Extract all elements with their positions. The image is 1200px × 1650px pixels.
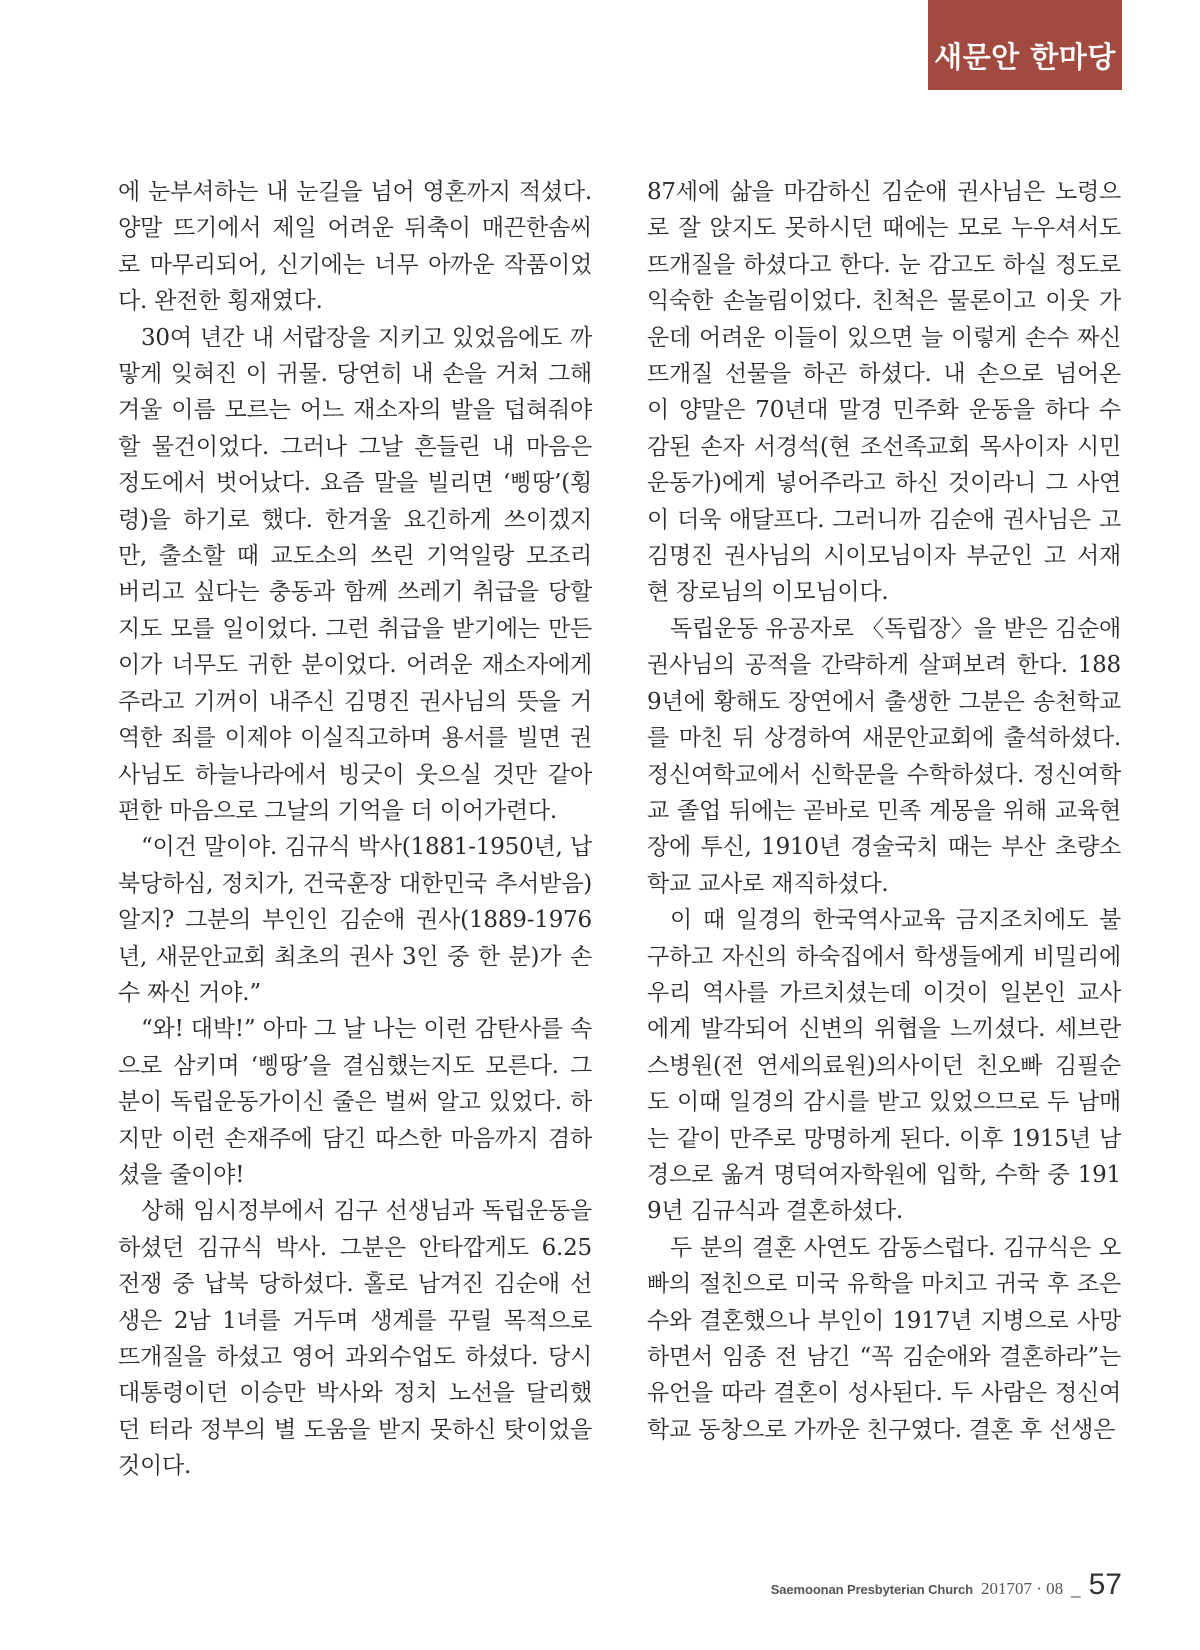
paragraph: 독립운동 유공자로 〈독립장〉을 받은 김순애 권사님의 공적을 간략하게 살펴보려 한다. 1889년에 황해도 장연에서 출생한 그분은 송천학교를 마친 뒤 상경하여 새문안교회에 출석하셨다. 정신여학교에서 신학문을 수학하셨다. 정신여학교 졸업 뒤에는 곧바로 민족 계몽을 위해 교육현장에 투신, 1910년 경술국치 때는 부산 초량소학교 교사로 재직하셨다.: [647, 615, 1121, 897]
paragraph: 에 눈부셔하는 내 눈길을 넘어 영혼까지 적셨다. 양말 뜨기에서 제일 어려운 뒤축이 매끈한솜씨로 마무리되어, 신기에는 너무 아까운 작품이었다. 완전한 횡재였다.: [118, 179, 592, 315]
page-number: 57: [1088, 1568, 1122, 1601]
paragraph: 87세에 삶을 마감하신 김순애 권사님은 노령으로 잘 앉지도 못하시던 때에는 모로 누우셔서도 뜨개질을 하셨다고 한다. 눈 감고도 하실 정도로 익숙한 손놀림이었다. 친척은 물론이고 이웃 가운데 어려운 이들이 있으면 늘 이렇게 손수 짜신 뜨개질 선물을 하곤 하셨다. 내 손으로 넘어온 이 양말은 70년대 말경 민주화 운동을 하다 수감된 손자 서경석(현 조선족교회 목사이자 시민운동가)에게 넣어주라고 하신 것이라니 그 사연이 더욱 애달프다. 그러니까 김순애 권사님은 고 김명진 권사님의 시이모님이자 부군인 고 서재현 장로님의 이모님이다.: [647, 179, 1121, 606]
left-text-column: [118, 174, 592, 1485]
church-name: Saemoonan Presbyterian Church: [770, 1582, 973, 1597]
issue-date: 201707 · 08: [980, 1579, 1064, 1598]
paragraph: “이건 말이야. 김규식 박사(1881-1950년, 납북당하심, 정치가, 건국훈장 대한민국 추서받음) 알지? 그분의 부인인 김순애 권사(1889-1976년, 새문안교회 최초의 권사 3인 중 한 분)가 손수 짜신 거야.”: [118, 834, 592, 1006]
footer-separator: _: [1071, 1579, 1081, 1598]
paragraph: 상해 임시정부에서 김구 선생님과 독립운동을 하셨던 김규식 박사. 그분은 안타깝게도 6.25 전쟁 중 납북 당하셨다. 홀로 남겨진 김순애 선생은 2남 1녀를 거두며 생계를 꾸릴 목적으로 뜨개질을 하셨고 영어 과외수업도 하셨다. 당시 대통령이던 이승만 박사와 정치 노선을 달리했던 터라 정부의 별 도움을 받지 못하신 탓이었을 것이다.: [118, 1198, 592, 1480]
section-title: 새문안 한마당: [934, 40, 1116, 74]
section-title-tab: [928, 0, 1122, 90]
paragraph: 이 때 일경의 한국역사교육 금지조치에도 불구하고 자신의 하숙집에서 학생들에게 비밀리에 우리 역사를 가르치셨는데 이것이 일본인 교사에게 발각되어 신변의 위협을 느끼셨다. 세브란스병원(전 연세의료원)의사이던 친오빠 김필순도 이때 일경의 감시를 받고 있었으므로 두 남매는 같이 만주로 망명하게 된다. 이후 1915년 남경으로 옮겨 명덕여자학원에 입학, 수학 중 1919년 김규식과 결혼하셨다.: [647, 907, 1121, 1225]
paragraph: “와! 대박!” 아마 그 날 나는 이런 감탄사를 속으로 삼키며 ‘삥땅’을 결심했는지도 모른다. 그분이 독립운동가이신 줄은 벌써 알고 있었다. 하지만 이런 손재주에 담긴 따스한 마음까지 겸하셨을 줄이야!: [118, 1016, 592, 1188]
paragraph: 30여 년간 내 서랍장을 지키고 있었음에도 까맣게 잊혀진 이 귀물. 당연히 내 손을 거쳐 그해 겨울 이름 모르는 어느 재소자의 발을 덥혀줘야 할 물건이었다. 그러나 그날 흔들린 내 마음은 정도에서 벗어났다. 요즘 말을 빌리면 ‘삥땅’(횡령)을 하기로 했다. 한겨울 요긴하게 쓰이겠지만, 출소할 때 교도소의 쓰린 기억일랑 모조리 버리고 싶다는 충동과 함께 쓰레기 취급을 당할지도 모를 일이었다. 그런 취급을 받기에는 만든 이가 너무도 귀한 분이었다. 어려운 재소자에게 주라고 기꺼이 내주신 김명진 권사님의 뜻을 거역한 죄를 이제야 이실직고하며 용서를 빌면 권사님도 하늘나라에서 빙긋이 웃으실 것만 같아 편한 마음으로 그날의 기억을 더 이어가련다.: [118, 324, 592, 824]
paragraph: 두 분의 결혼 사연도 감동스럽다. 김규식은 오빠의 절친으로 미국 유학을 마치고 귀국 후 조은수와 결혼했으나 부인이 1917년 지병으로 사망하면서 임종 전 남긴 “꼭 김순애와 결혼하라”는 유언을 따라 결혼이 성사된다. 두 사람은 정신여학교 동창으로 가까운 친구였다. 결혼 후 선생은: [647, 1234, 1121, 1443]
right-text-column: [647, 174, 1121, 1448]
page-footer: [771, 1568, 1122, 1608]
